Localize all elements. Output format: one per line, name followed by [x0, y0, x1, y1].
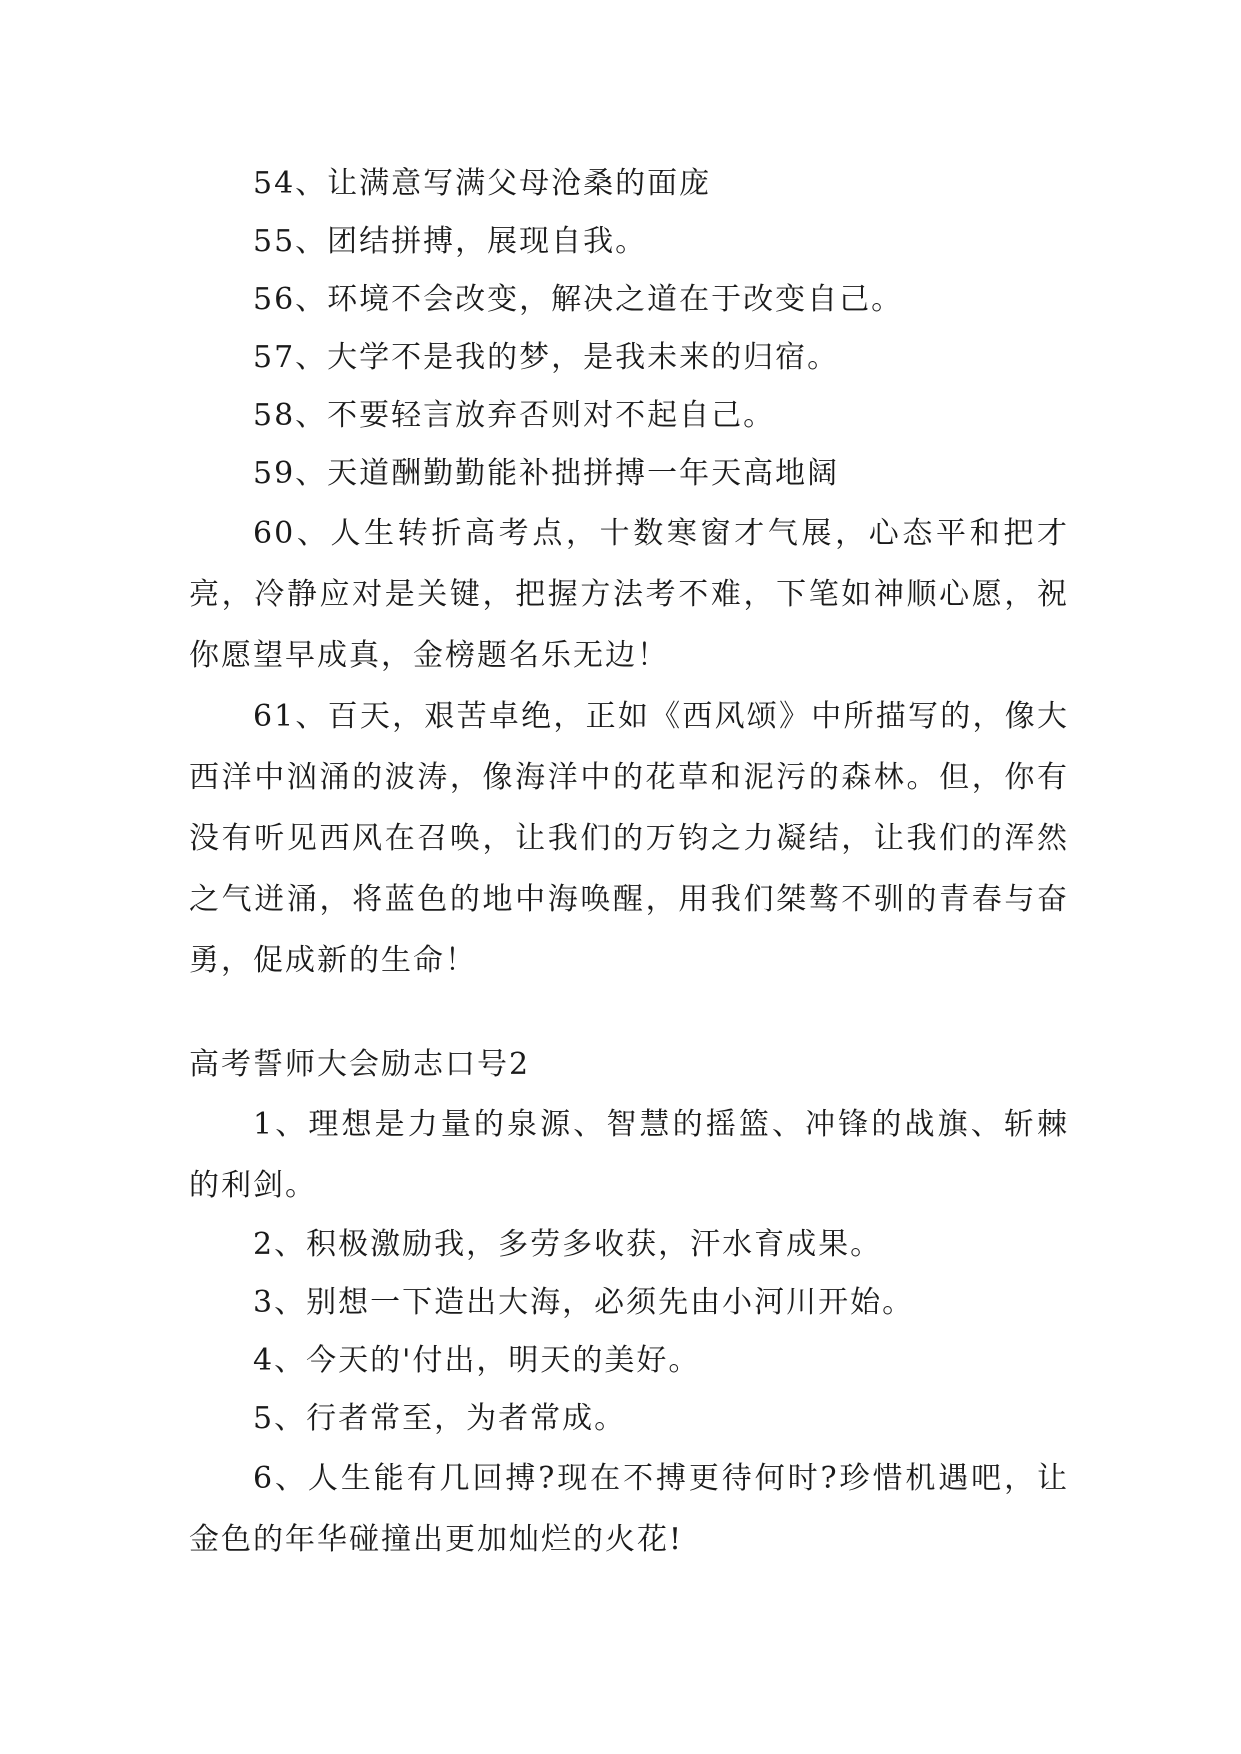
document-body [189, 155, 1069, 1570]
slogan-item-59: 59、天道酬勤勤能补拙拼搏一年天高地阔 [253, 456, 840, 491]
slogan-item-61: 61、百天，艰苦卓绝，正如《西风颂》中所描写的，像大西洋中汹涌的波涛，像海洋中的花草和泥污的森林。但，你有没有听见西风在召唤，让我们的万钧之力凝结，让我们的浑然之气迸涌，将蓝色的地中海唤醒，用我们桀骜不驯的青春与奋勇，促成新的生命！ [189, 699, 1069, 978]
slogan-item-5: 5、行者常至，为者常成。 [253, 1401, 627, 1436]
slogan-item-58: 58、不要轻言放弃否则对不起自己。 [253, 398, 776, 433]
slogan-item-4: 4、今天的'付出，明天的美好。 [253, 1343, 701, 1378]
slogan-item-55: 55、团结拼搏，展现自我。 [253, 224, 648, 259]
slogan-item-57: 57、大学不是我的梦，是我未来的归宿。 [253, 340, 840, 375]
slogan-item-2: 2、积极激励我，多劳多收获，汗水育成果。 [253, 1227, 883, 1262]
slogan-item-54: 54、让满意写满父母沧桑的面庞 [253, 166, 712, 201]
slogan-item-60: 60、人生转折高考点，十数寒窗才气展，心态平和把才亮，冷静应对是关键，把握方法考不难，下笔如神顺心愿，祝你愿望早成真，金榜题名乐无边！ [189, 516, 1069, 673]
section-heading: 高考誓师大会励志口号2 [189, 1047, 531, 1082]
slogan-item-3: 3、别想一下造出大海，必须先由小河川开始。 [253, 1285, 915, 1320]
slogan-item-6: 6、人生能有几回搏?现在不搏更待何时?珍惜机遇吧，让金色的年华碰撞出更加灿烂的火花! [189, 1461, 1069, 1557]
slogan-item-1: 1、理想是力量的泉源、智慧的摇篮、冲锋的战旗、斩棘的利剑。 [189, 1107, 1069, 1203]
slogan-item-56: 56、环境不会改变，解决之道在于改变自己。 [253, 282, 904, 317]
